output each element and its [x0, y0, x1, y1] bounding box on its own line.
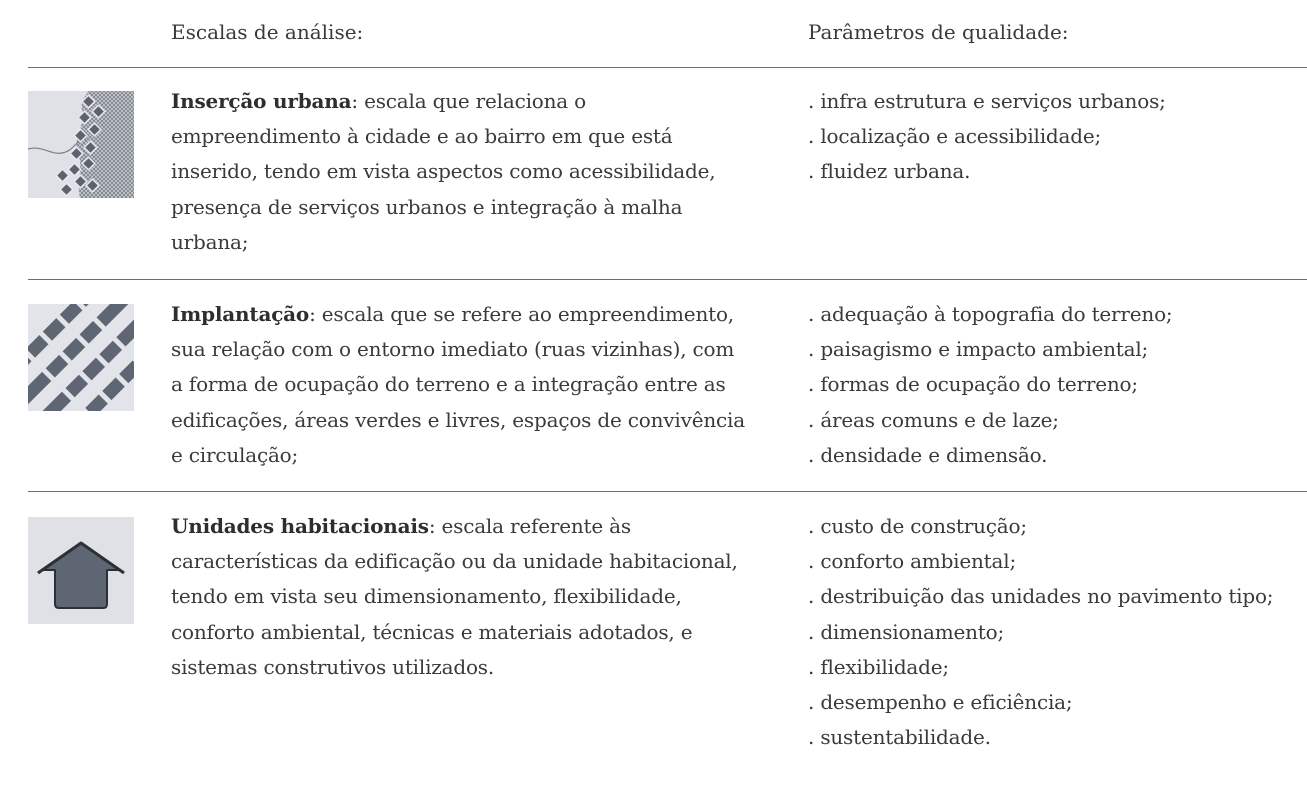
row-divider: [28, 491, 1307, 492]
scale-title: Implantação: [171, 302, 310, 326]
scale-description-text: : escala que se refere ao empreendimento, sua relação com o entorno imediato (ruas vizinhas), com a forma de ocupação do terreno e a integração entre as edificações, áreas verdes e livres, espaços de convivência e circulação;: [171, 302, 745, 467]
param-item: . infra estrutura e serviços urbanos;: [808, 89, 1166, 113]
param-item: . desempenho e eficiência;: [808, 690, 1073, 715]
param-item: . áreas comuns e de laze;: [808, 407, 1059, 432]
param-item: . paisagismo e impacto ambiental;: [808, 337, 1149, 362]
unidades-habitacionais-params-list: [808, 509, 1303, 755]
param-item: . fluidez urbana.: [808, 159, 971, 184]
header-divider: [28, 67, 1307, 68]
param-item: . conforto ambiental;: [808, 549, 1016, 574]
implantacao-description: [171, 297, 746, 473]
insercao-urbana-params-list: [808, 84, 1303, 190]
housing-unit-house-icon: [28, 517, 134, 624]
param-item: . adequação à topografia do terreno;: [808, 302, 1173, 326]
site-implantation-icon: [28, 304, 134, 411]
urban-insertion-map-icon: [28, 91, 134, 198]
param-item: . custo de construção;: [808, 514, 1027, 538]
unidades-habitacionais-description: [171, 509, 746, 685]
scale-description-text: : escala que relaciona o empreendimento à cidade e ao bairro em que está inserido, tendo em vista aspectos como acessibilidade, presença de serviços urbanos e integração à malha urbana;: [171, 89, 716, 254]
param-item: . sustentabilidade.: [808, 725, 991, 750]
scale-title: Inserção urbana: [171, 89, 352, 113]
params-column-heading: Parâmetros de qualidade:: [808, 20, 1069, 44]
param-item: . destribuição das unidades no pavimento tipo;: [808, 584, 1274, 609]
scale-description-text: : escala referente às características da edificação ou da unidade habitacional, tendo em vista seu dimensionamento, flexibilidade, conforto ambiental, técnicas e materiais adotados, e sistemas construtivos utilizados.: [171, 514, 738, 679]
param-item: . densidade e dimensão.: [808, 442, 1048, 467]
scale-title: Unidades habitacionais: [171, 514, 429, 538]
scales-column-heading: Escalas de análise:: [171, 20, 364, 44]
insercao-urbana-description: [171, 84, 746, 260]
table-header: [0, 18, 1307, 48]
implantacao-params-list: [808, 297, 1303, 473]
param-item: . localização e acessibilidade;: [808, 124, 1102, 149]
param-item: . formas de ocupação do terreno;: [808, 372, 1138, 397]
param-item: . flexibilidade;: [808, 654, 949, 679]
param-item: . dimensionamento;: [808, 619, 1004, 644]
row-divider: [28, 279, 1307, 280]
